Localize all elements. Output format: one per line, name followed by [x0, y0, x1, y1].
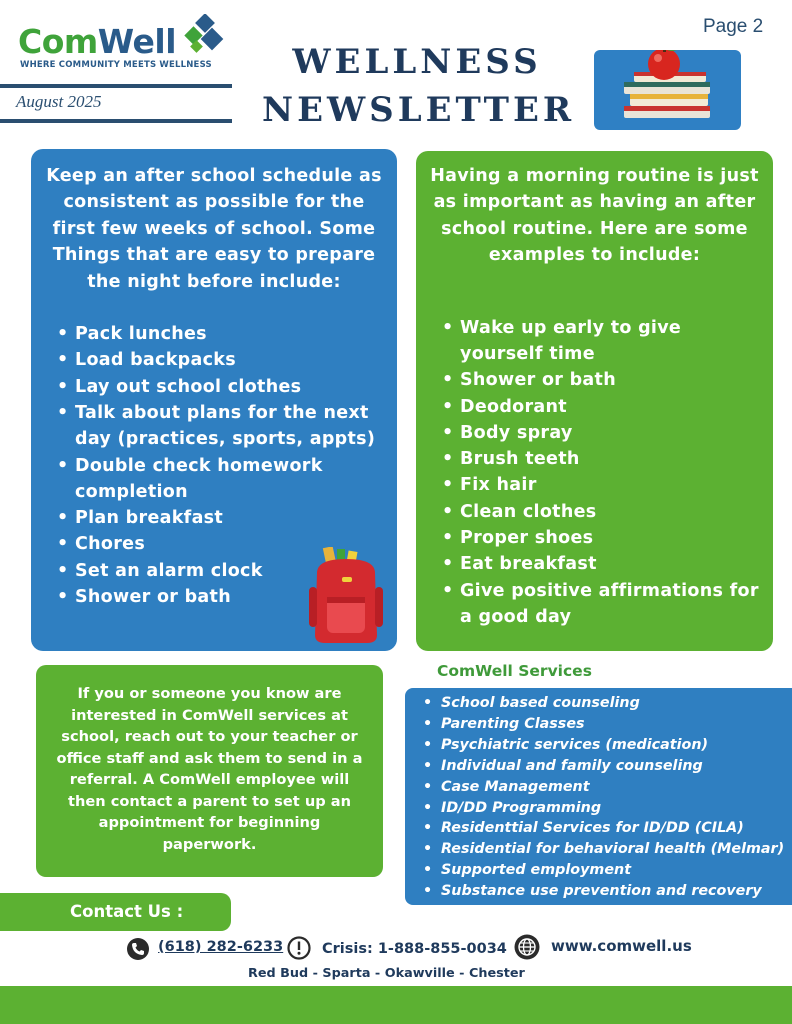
list-item: • Clean clothes — [444, 499, 761, 525]
diamond-logo-icon — [168, 14, 226, 60]
website-link[interactable]: www.comwell.us — [551, 937, 692, 955]
list-item: • Chores — [59, 531, 385, 557]
list-item: • Load backpacks — [59, 347, 385, 373]
header-rule-top — [0, 84, 232, 88]
list-item: • Deodorant — [444, 394, 761, 420]
morning-intro: Having a morning routine is just as important as having an after school routine. Here are some examples to include: — [430, 166, 759, 266]
title-line-1: WELLNESS — [292, 42, 542, 82]
list-item: • Give positive affirmations for a good day — [444, 578, 761, 631]
list-item: • ID/DD Programming — [423, 798, 792, 819]
issue-date: August 2025 — [16, 92, 102, 111]
list-item: • Psychiatric services (medication) — [423, 735, 792, 756]
referral-text: If you or someone you know are interested in ComWell services at school, reach out to your teacher or office staff and ask them to send in a referral. A ComWell employee will then contact a parent to set up an appointment for beginning paperwork. — [56, 685, 363, 853]
list-item: • Double check homework completion — [59, 453, 385, 506]
logo-wordmark: ComWell — [18, 22, 177, 61]
list-item: • Shower or bath — [444, 367, 761, 393]
globe-icon — [514, 934, 540, 960]
list-item: • Case Management — [423, 777, 792, 798]
crisis-line: Crisis: 1-888-855-0034 — [322, 941, 507, 957]
comwell-logo — [18, 14, 238, 74]
list-item: • Talk about plans for the next day (practices, sports, appts) — [59, 400, 385, 453]
header-rule-bottom — [0, 119, 232, 123]
services-heading: ComWell Services — [437, 662, 592, 680]
phone-link[interactable]: (618) 282-6233 — [158, 939, 284, 955]
list-item: • Residential for behavioral health (Melmar) — [423, 839, 792, 860]
phone-icon — [127, 938, 149, 960]
list-item: • Substance use prevention and recovery — [423, 881, 792, 902]
list-item: • Body spray — [444, 420, 761, 446]
books-apple-icon — [594, 50, 741, 130]
list-item: • Eat breakfast — [444, 551, 761, 577]
title-line-2: NEWSLETTER — [262, 90, 576, 130]
list-item: • Residenttial Services for ID/DD (CILA) — [423, 818, 792, 839]
list-item: • Brush teeth — [444, 446, 761, 472]
list-item: • Supported employment — [423, 860, 792, 881]
list-item: • Proper shoes — [444, 525, 761, 551]
morning-list — [428, 315, 761, 631]
services-list — [423, 693, 792, 902]
after-school-intro: Keep an after school schedule as consistent as possible for the first few weeks of school. Some Things that are easy to prepare the night before include: — [46, 166, 382, 292]
referral-panel — [36, 665, 383, 877]
list-item: • Pack lunches — [59, 321, 385, 347]
list-item: • Shower or bath — [59, 584, 385, 610]
list-item: • Plan breakfast — [59, 505, 385, 531]
page-number: Page 2 — [703, 16, 764, 37]
books-apple-illustration — [594, 50, 741, 130]
logo-tagline: WHERE COMMUNITY MEETS WELLNESS — [20, 60, 212, 70]
list-item: • Fix hair — [444, 472, 761, 498]
office-locations: Red Bud - Sparta - Okawville - Chester — [248, 966, 525, 981]
backpack-icon — [307, 547, 385, 645]
list-item: • Lay out school clothes — [59, 374, 385, 400]
list-item: • Parenting Classes — [423, 714, 792, 735]
list-item: • Individual and family counseling — [423, 756, 792, 777]
services-panel — [405, 688, 792, 905]
list-item: • Wake up early to give yourself time — [444, 315, 761, 368]
contact-us-label: Contact Us : — [0, 893, 231, 931]
morning-routine-panel — [416, 151, 773, 651]
newsletter-title — [262, 38, 576, 134]
alert-icon — [287, 936, 311, 960]
list-item: • Set an alarm clock — [59, 558, 385, 584]
footer-bar — [0, 986, 792, 1024]
list-item: • School based counseling — [423, 693, 792, 714]
